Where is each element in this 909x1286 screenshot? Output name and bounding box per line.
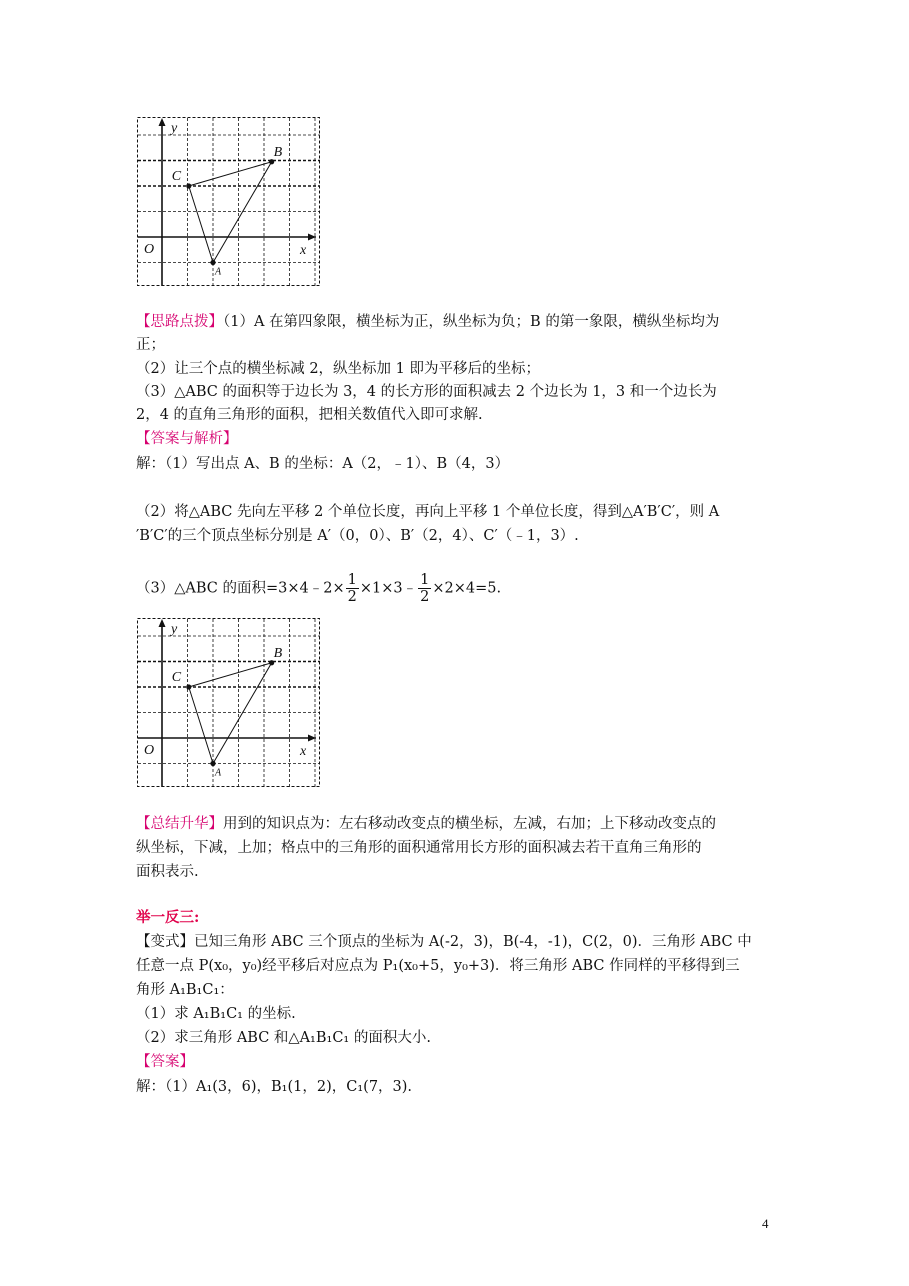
answer-tag: 【答案与解析】: [136, 431, 238, 447]
answer-line-3: ′B′C′的三个顶点坐标分别是 A′（0，0）、B′（2，4）、C′（﹣1，3）.: [136, 528, 579, 544]
answer-line-4: [136, 572, 501, 605]
variant-answer-line: 解：（1）A₁(3，6)，B₁(1，2)，C₁(7，3).: [136, 1079, 413, 1095]
variant-line-3: 角形 A₁B₁C₁：: [136, 982, 234, 998]
x-axis-label: x: [300, 243, 307, 258]
hint-text-1: （1）A 在第四象限，横坐标为正，纵坐标为负；B 的第一象限，横纵坐标均为: [223, 314, 720, 330]
y-axis-label: y: [171, 622, 178, 637]
point-c-dot: [186, 684, 191, 689]
variant-tag: 【变式】: [136, 934, 194, 950]
variant-answer-tag: 【答案】: [136, 1054, 194, 1070]
fraction-2: [418, 572, 431, 605]
variant-line-2: 任意一点 P(x₀，y₀)经平移后对应点为 P₁(x₀+5，y₀+3)．将三角形 ABC 作同样的平移得到三: [136, 958, 740, 974]
triangle-abc: [189, 162, 272, 263]
variant-text-1: 已知三角形 ABC 三个顶点的坐标为 A(-2，3)，B(-4，-1)，C(2，0)．三角形 ABC 中: [194, 934, 752, 950]
point-a-dot: [210, 761, 215, 766]
point-b-label: B: [273, 144, 283, 160]
grid-figure-1: [136, 116, 322, 288]
fraction-1-den: 2: [347, 589, 357, 605]
point-b-dot: [269, 159, 274, 164]
grid-figure-2: [136, 617, 322, 789]
hint-line-1: [136, 310, 719, 334]
area-text-a: （3）△ABC 的面积=3×4﹣2×: [136, 580, 345, 597]
fraction-1: [346, 572, 359, 605]
area-text-c: ×2×4=5.: [432, 580, 502, 597]
point-a-label: A: [215, 266, 222, 278]
hint-line-2: （2）让三个点的横坐标减 2，纵坐标加 1 即为平移后的坐标；: [136, 361, 541, 377]
point-c-label: C: [171, 169, 182, 184]
point-a-label: A: [215, 767, 222, 779]
area-text-b: ×1×3﹣: [359, 580, 418, 597]
hint-line-3: （3）△ABC 的面积等于边长为 3，4 的长方形的面积减去 2 个边长为 1，3 和一个边长为: [136, 384, 717, 400]
point-c-dot: [186, 183, 191, 188]
origin-label: O: [144, 242, 155, 257]
answer-line-1: 解：（1）写出点 A、B 的坐标：A（2，﹣1）、B（4，3）: [136, 456, 510, 472]
variant-question-1: （1）求 A₁B₁C₁ 的坐标.: [136, 1006, 296, 1022]
variant-question-2: （2）求三角形 ABC 和△A₁B₁C₁ 的面积大小.: [136, 1030, 431, 1046]
summary-line-1: [136, 812, 716, 836]
summary-line-2: 纵坐标，下减，上加；格点中的三角形的面积通常用长方形的面积减去若干直角三角形的: [136, 840, 702, 856]
variant-heading: 举一反三:: [136, 909, 200, 926]
point-b-label: B: [273, 645, 283, 661]
fraction-2-num: 1: [420, 572, 430, 588]
x-axis-label: x: [300, 744, 307, 759]
grid-border: [138, 118, 320, 286]
triangle-abc: [189, 663, 272, 764]
y-axis-arrow: [159, 118, 166, 126]
page-number: 4: [762, 1216, 769, 1231]
grid-border: [138, 619, 320, 787]
coordinate-grid-svg-2: [136, 617, 322, 789]
hint-line-1b: 正；: [136, 337, 165, 353]
point-a-dot: [210, 260, 215, 265]
y-axis-arrow: [159, 619, 166, 627]
hint-line-4: 2，4 的直角三角形的面积，把相关数值代入即可求解.: [136, 407, 483, 423]
summary-line-3: 面积表示.: [136, 864, 199, 880]
origin-label: O: [144, 743, 155, 758]
answer-line-2: （2）将△ABC 先向左平移 2 个单位长度，再向上平移 1 个单位长度，得到△A′B′C′，则 A: [136, 504, 720, 520]
variant-line-1: [136, 930, 752, 954]
fraction-2-den: 2: [420, 589, 430, 605]
y-axis-label: y: [171, 121, 178, 136]
coordinate-grid-svg: [136, 116, 322, 288]
summary-text-1: 用到的知识点为：左右移动改变点的横坐标，左减，右加；上下移动改变点的: [223, 816, 716, 832]
hint-tag: 【思路点拨】: [136, 314, 223, 330]
summary-tag: 【总结升华】: [136, 816, 223, 832]
point-c-label: C: [171, 670, 182, 685]
fraction-1-num: 1: [347, 572, 357, 588]
point-b-dot: [269, 660, 274, 665]
